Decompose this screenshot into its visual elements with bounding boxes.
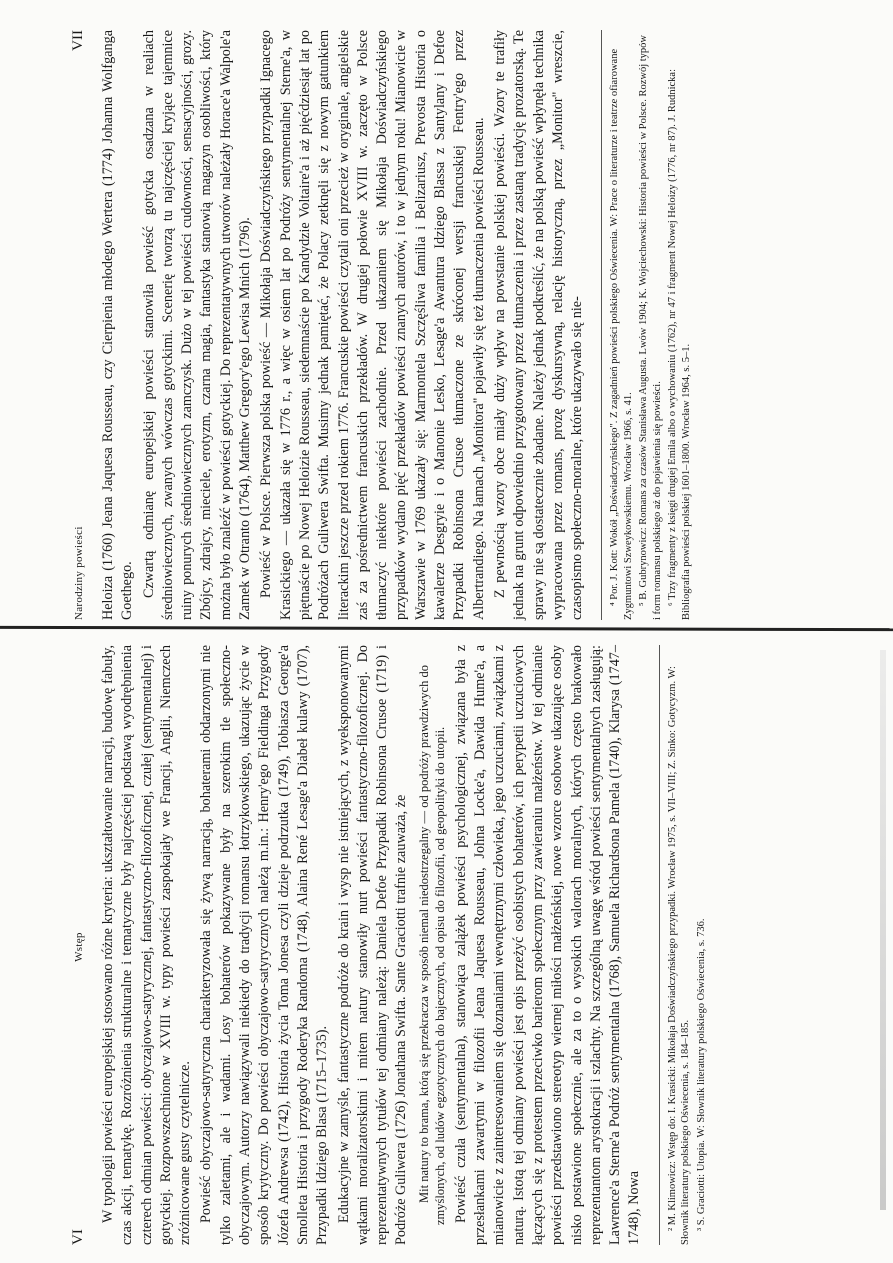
running-head: Wstęp <box>73 932 85 962</box>
footnote: ⁶ Trzy fragmenty z księgi drugiej Emila albo o wychowaniu (1762), nr 47 i fragment Nowej Heloizy (1776, nr 87). J. Rudnicka: Bibliografia powieści polskiej 1601–1800. Wrocław 1964, s. 5–1. <box>667 68 692 620</box>
paragraph: Z pewnością wzory obce miały duży wpływ na powstanie polskiej powieści. Wzory te trafiły jednak na grunt odpowiednio przygotowany przez tłumaczenia i przez zastaną tradycję prozatorską. Te sprawy nie są dostatecznie zbadane. Należy jednak podkreślić, że na polską powieść wpłynęła technika wypracowana przez romans, prozę dyskursywną, relację historyczną, przez „Monitor" wreszcie, czasopismo społeczno-moralne, które ukazywało się nie- <box>491 30 586 620</box>
page-vi-header <box>70 645 87 1245</box>
page-vii-header <box>70 30 87 620</box>
page-divider <box>0 626 893 631</box>
footnote: ² M. Klimowicz: Wstęp do: I. Krasicki: Mikołaja Doświadczyńskiego przypadki. Wrocław 1975, s. VII–VIII; Z. Sinko: Gotycyzm. W: Słownik literatury polskiego Oświecenia, s. 184–185. <box>666 666 692 1245</box>
page-vi <box>70 645 830 1245</box>
paragraph: Czwartą odmianę europejskiej powieści stanowiła powieść gotycka osadzana w realiach średniowiecznych, zwanych wówczas gotyckimi. Scenerię tworzą tu najczęściej kryjące tajemnice ruiny ponurych średniowiecznych zamczysk. Dużo w tej powieści cudowności, sensacyjności, grozy. Zbójcy, zdrajcy, mieciele, erotyzm, czarna magia, fantastyka stanowią magazyn osobliwości, który można było znaleźć w powieści gotyckiej. Do reprezentatywnych utworów należały Horace'a Walpole'a Zamek w Otranto (1764), Matthew Gregory'ego Lewisa Mnich (1796). <box>140 30 254 620</box>
paragraph: Powieść w Polsce. Pierwsza polska powieść — Mikołaja Doświadczyńskiego przypadki Ignacego Krasickiego — ukazała się w 1776 r., a więc w osiem lat po Podróży sentymentalnej Sterne'a, w piętnaście po Nowej Heloizie Rousseau, siedemnaście po Kandydzie Voltaire'a i aż pięćdziesiąt lat po Podróżach Guliwera Swifta. Musimy jednak pamiętać, że Polacy zetknęli się z nowym gatunkiem literackim jeszcze przed rokiem 1776. Francuskie powieści czytali oni przecież w oryginale, angielskie zaś za pośrednictwem francuskich przekładów. W drugiej połowie XVIII w. zaczęto w Polsce tłumaczyć niektóre powieści zachodnie. Przed ukazaniem się Mikołaja Doświadczyńskiego przypadków wydano pięć przekładów powieści znanych autorów, i to w jednym roku! Mianowicie w Warszawie w 1769 ukazały się: Marmontela Szczęśliwa familia i Belizariusz, Prevosta Historia o kawalerze Desgryie i o Manonie Lesko, Lesage'a Awantura Idziego Blassa z Santylany i Defoe Przypadki Robinsona Crusoe tłumaczone ze skróconej wersji francuskiej Fentry'ego przez Albertrandiego. Na łamach „Monitora" pojawiły się też tłumaczenia powieści Rousseau. <box>258 30 487 620</box>
footnotes <box>601 30 693 620</box>
paragraph: Heloiza (1760) Jeana Jaquesa Rousseau, czy Cierpienia młodego Wertera (1774) Johanna Wolfganga Goethego. <box>100 30 136 620</box>
page-vii-body <box>99 30 587 620</box>
footnote: ⁵ B. Gubrynowicz: Romans za czasów Stanisława Augusta. Lwów 1904; K. Wojciechowski: Historia powieści w Polsce. Rozwój typów i form romansu polskiego aż do pojawienia się powieści. <box>638 35 663 620</box>
page-number: VII <box>70 30 86 51</box>
running-head: Narodziny powieści <box>73 526 85 620</box>
paragraph: Powieść obyczajowo-satyryczna charakteryzowała się żywą narracją, bohaterami obdarzonymi nie tylko zaletami, ale i wadami. Losy bohaterów pokazywane były na szerokim tle społeczno-obyczajowym. Autorzy nawiązywali niekiedy do tradycji romansu łotrzykowskiego, ukazując życie w sposób krytyczny. Do powieści obyczajowo-satyrycznych należą m.in.: Henry'ego Fieldinga Przygody Józefa Andrewsa (1742), Historia życia Toma Jonesa czyli dzieje podrzutka (1749), Tobiasza George'a Smolleta Historia i przygody Roderyka Randoma (1748), Alaina René Lesage'a Diabeł kulawy (1707), Przypadki Idziego Blasa (1715–1735). <box>198 645 331 1245</box>
paragraph: W typologii powieści europejskiej stosowano różne kryteria: ukształtowanie narracji, budowę fabuły, czas akcji, tematykę. Rozróżnienia strukturalne i tematyczne były najczęściej podstawą wyodrębnienia czterech odmian powieści: obyczajowo-satyrycznej, fantastyczno-filozoficznej, czułej (sentymentalnej) i gotyckiej. Rozpowszechnione w XVIII w. typy powieści zaspokajały we Francji, Anglii, Niemczech zróżnicowane gusty czytelnicze. <box>100 645 194 1245</box>
page-number: VI <box>70 1229 86 1245</box>
page-vii <box>70 30 830 620</box>
block-quote: Mit natury to brama, którą się przekracza w sposób niemal niedostrzegalny — od podróży prawdziwych do zmyślonych, od ludów egzotycznych do bajecznych, od opisu do filozofii, od geopolityki do utopii. <box>416 665 447 1225</box>
scan-edge-shadow <box>880 650 886 1210</box>
footnote: ³ S. Graciotti: Utopia. W: Słownik literatury polskiego Oświecenia, s. 736. <box>695 918 707 1231</box>
footnotes <box>659 645 709 1245</box>
paragraph: Powieść czuła (sentymentalna), stanowiąca zalążek powieści psychologicznej, związana była z przesłankami zawartymi w filozofii Jeana Jaquesa Rousseau, Johna Locke'a, Dawida Hume'a, a mianowicie z zainteresowaniem się doznaniami wewnętrznymi człowieka, jego uczuciami, związkami z naturą. Istotą tej odmiany powieści jest opis przeżyć osobistych bohaterów, ich perypetii uczuciowych łączących się z protestem przeciwko barierom społecznym przy zawieraniu małżeństw. W tej odmianie powieści przedstawiono stereotyp wiernej miłości małżeńskiej, nowe wzorce osobowe ukazujące osoby nisko postawione społecznie, ale za to o wysokich walorach moralnych, których często brakowało reprezentantom arystokracji i szlachty. Na szczególną uwagę wśród powieści sentymentalnych zasługują: Lawrence'a Sterne'a Podróż sentymentalna (1768), Samuela Richardsona Pamela (1740), Klarysa (1747–1748), Nowa <box>452 645 643 1245</box>
paragraph: Edukacyjne w zamyśle, fantastyczne podróże do krain i wysp nie istniejących, z wyeksponowanymi wątkami moralizatorskimi i mitem natury stanowiły nurt powieści fantastyczno-filozoficznej. Do reprezentatywnych tytułów tej odmiany należą: Daniela Defoe Przypadki Robinsona Crusoe (1719) i Podróże Guliwera (1726) Jonathana Swifta. Sante Graciotti trafnie zauważa, że <box>335 645 410 1245</box>
page-vi-body <box>99 645 645 1245</box>
footnote: ⁴ Por. J. Kott: Wokół „Doświadczyńskiego". Z zagadnień powieści polskiego Oświecenia. W: Prace o literaturze i teatrze ofiarowane Zygmuntowi Szweykowskiemu. Wrocław 1966, s. 41. <box>609 48 634 620</box>
